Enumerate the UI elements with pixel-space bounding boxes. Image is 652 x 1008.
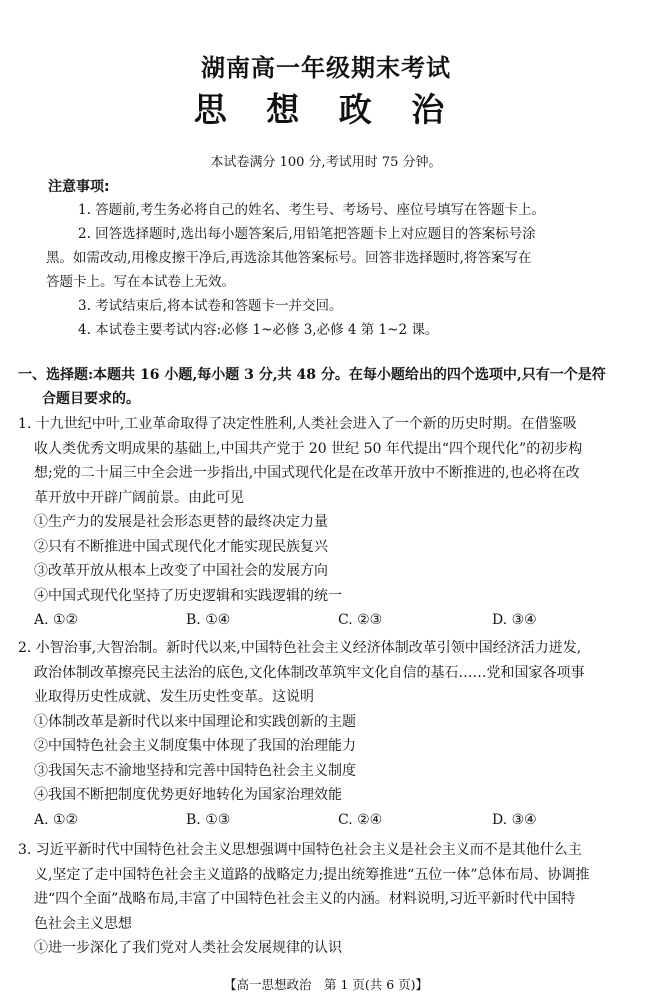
q1-choice-a[interactable]: A. ①② xyxy=(34,612,79,628)
q2-stem-line1: 2. 小智治事,大智治制。新时代以来,中国特色社会主义经济体制改革引领中国经济活力迸发, xyxy=(18,640,582,656)
q1-choice-d[interactable]: D. ③④ xyxy=(492,612,537,628)
q2-stem-line2: 政治体制改革擦亮民主法治的底色,文化体制改革筑牢文化自信的基石……党和国家各项事 xyxy=(34,664,585,681)
q1-option-3: ③改革开放从根本上改变了中国社会的发展方向 xyxy=(34,563,328,579)
q2-option-4: ④我国不断把制度优势更好地转化为国家治理效能 xyxy=(34,787,342,803)
q2-choice-c[interactable]: C. ②④ xyxy=(338,811,383,828)
exam-meta: 本试卷满分 100 分,考试用时 75 分钟。 xyxy=(210,155,442,170)
q3-stem-line1: 3. 习近平新时代中国特色社会主义思想强调中国特色社会主义是社会主义而不是其他什么主 xyxy=(18,842,582,858)
question-2 xyxy=(18,636,638,833)
q1-option-4: ④中国式现代化坚持了历史逻辑和实践逻辑的统一 xyxy=(34,587,342,604)
q1-option-2: ②只有不断推进中国式现代化才能实现民族复兴 xyxy=(34,538,328,555)
q2-option-3: ③我国矢志不渝地坚持和完善中国特色社会主义制度 xyxy=(34,762,356,779)
notice-item-2-line3: 答题卡上。写在本试卷上无效。 xyxy=(46,274,235,290)
section-line-2: 合题目要求的。 xyxy=(42,391,140,407)
q2-choice-a[interactable]: A. ①② xyxy=(34,811,79,828)
notice-heading: 注意事项: xyxy=(48,179,110,195)
notice-item-4: 4. 本试卷主要考试内容:必修 1~必修 3,必修 4 第 1~2 课。 xyxy=(78,322,439,338)
section-line-1: 一、选择题:本题共 16 小题,每小题 3 分,共 48 分。在每小题给出的四个选项中,只有一个是符 xyxy=(18,367,606,383)
q2-stem-line3: 业取得历史性成就、发生历史性变革。这说明 xyxy=(34,689,314,705)
q1-choices xyxy=(18,608,638,633)
q1-choice-b[interactable]: B. ①④ xyxy=(186,612,231,628)
section-heading xyxy=(18,363,640,411)
q1-option-1: ①生产力的发展是社会形态更替的最终决定力量 xyxy=(34,514,328,530)
q1-stem-line4: 革开放中开辟广阔前景。由此可见 xyxy=(34,489,244,506)
subject-title: 思 想 政 治 xyxy=(193,90,459,129)
exam-title: 湖南高一年级期末考试 xyxy=(201,54,451,82)
page-footer: 【高一思想政治 第 1 页(共 6 页)】 xyxy=(223,977,429,992)
q3-option-1: ①进一步深化了我们党对人类社会发展规律的认识 xyxy=(34,940,342,956)
q1-stem-line1: 1. 十九世纪中叶,工业革命取得了决定性胜利,人类社会进入了一个新的历史时期。在借鉴吸 xyxy=(18,416,577,432)
notice-list xyxy=(46,198,606,342)
q2-choice-b[interactable]: B. ①③ xyxy=(186,811,231,828)
q3-stem-line3: 进“四个全面”战略布局,丰富了中国特色社会主义的内涵。材料说明,习近平新时代中国特 xyxy=(34,891,576,907)
notice-item-3: 3. 考试结束后,将本试卷和答题卡一并交回。 xyxy=(78,298,343,314)
q1-stem-line3: 想;党的二十届三中全会进一步指出,中国式现代化是在改革开放中不断推进的,也必将在改 xyxy=(34,465,580,481)
question-3 xyxy=(18,838,638,961)
q2-option-2: ②中国特色社会主义制度集中体现了我国的治理能力 xyxy=(34,738,356,754)
notice-item-2-line1: 2. 回答选择题时,选出每小题答案后,用铅笔把答题卡上对应题目的答案标号涂 xyxy=(78,226,536,242)
q2-option-1: ①体制改革是新时代以来中国理论和实践创新的主题 xyxy=(34,713,356,730)
q2-choice-d[interactable]: D. ③④ xyxy=(492,811,537,828)
q3-stem-line2: 义,坚定了走中国特色社会主义道路的战略定力;提出统筹推进“五位一体”总体布局、协调推 xyxy=(34,866,590,883)
notice-item-2-line2: 黑。如需改动,用橡皮擦干净后,再选涂其他答案标号。回答非选择题时,将答案写在 xyxy=(46,250,532,266)
q2-choices xyxy=(18,808,638,833)
question-1 xyxy=(18,412,638,633)
q3-stem-line4: 色社会主义思想 xyxy=(34,915,132,932)
q1-stem-line2: 收人类优秀文明成果的基础上,中国共产党于 20 世纪 50 年代提出“四个现代化”的初步构 xyxy=(34,440,583,457)
notice-item-1: 1. 答题前,考生务必将自己的姓名、考生号、考场号、座位号填写在答题卡上。 xyxy=(78,202,545,218)
q1-choice-c[interactable]: C. ②③ xyxy=(338,612,383,628)
